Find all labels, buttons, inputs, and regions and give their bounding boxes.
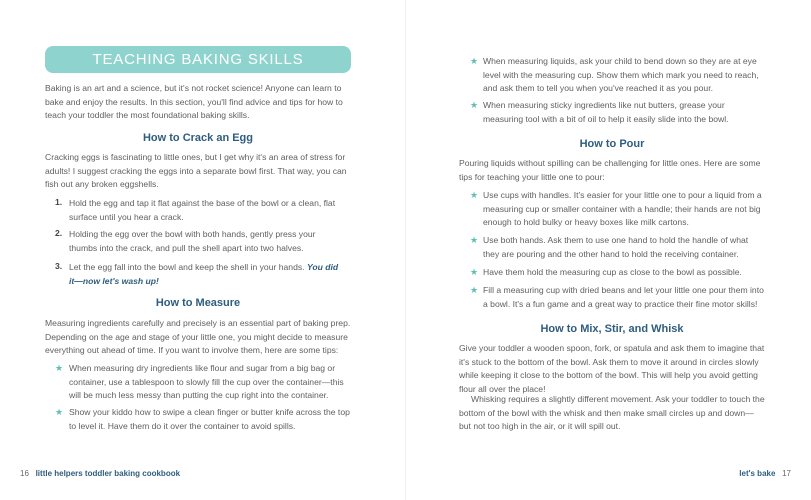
crack-step-3-text: Let the egg fall into the bowl and keep the shell in your hands.: [69, 262, 305, 272]
mix-paragraph-2: Whisking requires a slightly different movement. Ask your toddler to touch the bottom of the bowl with the whisk and then make small circles up and down—but not too high in the air, or it will spill out.: [459, 394, 765, 432]
pour-heading: How to Pour: [579, 138, 645, 150]
step-number: 1.: [55, 197, 63, 207]
star-icon: ★: [55, 363, 64, 373]
right-footer: [739, 469, 791, 478]
mix-paragraph-1: Give your toddler a wooden spoon, fork, or spatula and ask them to imagine that it's stuck to the bottom of the bowl. Ask them to move it around in circles slowly while keeping it close to the bottom of the bowl. This will help you avoid getting flour all over the place!: [459, 343, 765, 394]
section-banner: [45, 46, 351, 73]
crack-egg-intro: Cracking eggs is fascinating to little ones, but I get why it's an area of stress for adults! I suggest cracking the eggs into a separate bowl first. That way, you can fish out any broken eggshells.: [45, 152, 347, 190]
crack-step-2: Holding the egg over the bowl with both hands, gently press your thumbs into the crack, and pull the shell apart into two halves.: [69, 229, 316, 253]
pour-tip-1: Use cups with handles. It's easier for your little one to pour a liquid from a measuring cup or smaller container with a handle; their hands are not big enough to hold bulky or heavy boxes like milk cartons.: [483, 190, 762, 228]
mix-heading: How to Mix, Stir, and Whisk: [540, 323, 684, 335]
star-icon: ★: [470, 100, 479, 110]
page-gutter: [405, 0, 406, 500]
chapter-title: let's bake: [739, 469, 776, 478]
measure-tip-1: When measuring dry ingredients like flour and sugar from a big bag or container, use a tablespoon to slowly fill the cup over the container—this will be much less messy than putting the cup right into the container.: [69, 363, 344, 401]
measure-tip-4: When measuring sticky ingredients like nut butters, grease your measuring tool with a bit of oil to help it easily slide into the bowl.: [483, 100, 729, 124]
measure-intro: Measuring ingredients carefully and precisely is an essential part of baking prep. Depending on the age and stage of your little one, you might decide to measure everything out ahead of time. If you want to involve them, here are some tips:: [45, 318, 351, 356]
pour-tip-3: Have them hold the measuring cup as close to the bowl as possible.: [483, 267, 742, 277]
star-icon: ★: [470, 190, 479, 200]
star-icon: ★: [470, 267, 479, 277]
pour-intro: Pouring liquids without spilling can be challenging for little ones. Here are some tips for teaching your little one to pour:: [459, 158, 761, 182]
crack-egg-heading: How to Crack an Egg: [142, 132, 254, 144]
banner-title: TEACHING BAKING SKILLS: [92, 51, 304, 68]
page-number: 16: [20, 469, 29, 478]
star-icon: ★: [55, 407, 64, 417]
book-title: little helpers toddler baking cookbook: [35, 469, 181, 478]
intro-paragraph: Baking is an art and a science, but it's not rocket science! Anyone can learn to bake and enjoy the results. In this section, you'll find advice and tips for how to teach your toddler the most foundational baking skills.: [45, 83, 343, 121]
star-icon: ★: [470, 285, 479, 295]
measure-tip-2: Show your kiddo how to swipe a clean finger or butter knife across the top to level it. Have them do it over the container to avoid spills.: [69, 407, 350, 431]
page-number: 17: [782, 469, 791, 478]
star-icon: ★: [470, 56, 479, 66]
left-footer: [20, 469, 180, 478]
star-icon: ★: [470, 235, 479, 245]
crack-step-3: [69, 261, 344, 288]
step-number: 2.: [55, 228, 63, 238]
pour-tip-4: Fill a measuring cup with dried beans and let your little one pour them into a bowl. It's a fun game and a great way to practice their fine motor skills!: [483, 285, 764, 309]
crack-step-1: Hold the egg and tap it flat against the base of the bowl or a clean, flat surface until you hear a crack.: [69, 198, 336, 222]
pour-tip-2: Use both hands. Ask them to use one hand to hold the handle of what they are pouring and the other hand to hold the receiving container.: [483, 235, 749, 259]
step-number: 3.: [55, 261, 63, 271]
measure-tip-3: When measuring liquids, ask your child to bend down so they are at eye level with the measuring cup. Show them which mark you need to reach, and ask them to tell you when you've reached it as you pour.: [483, 56, 759, 94]
crack-step-3-emphasis: You did it—now let's wash up!: [69, 262, 339, 286]
measure-heading: How to Measure: [155, 297, 241, 309]
